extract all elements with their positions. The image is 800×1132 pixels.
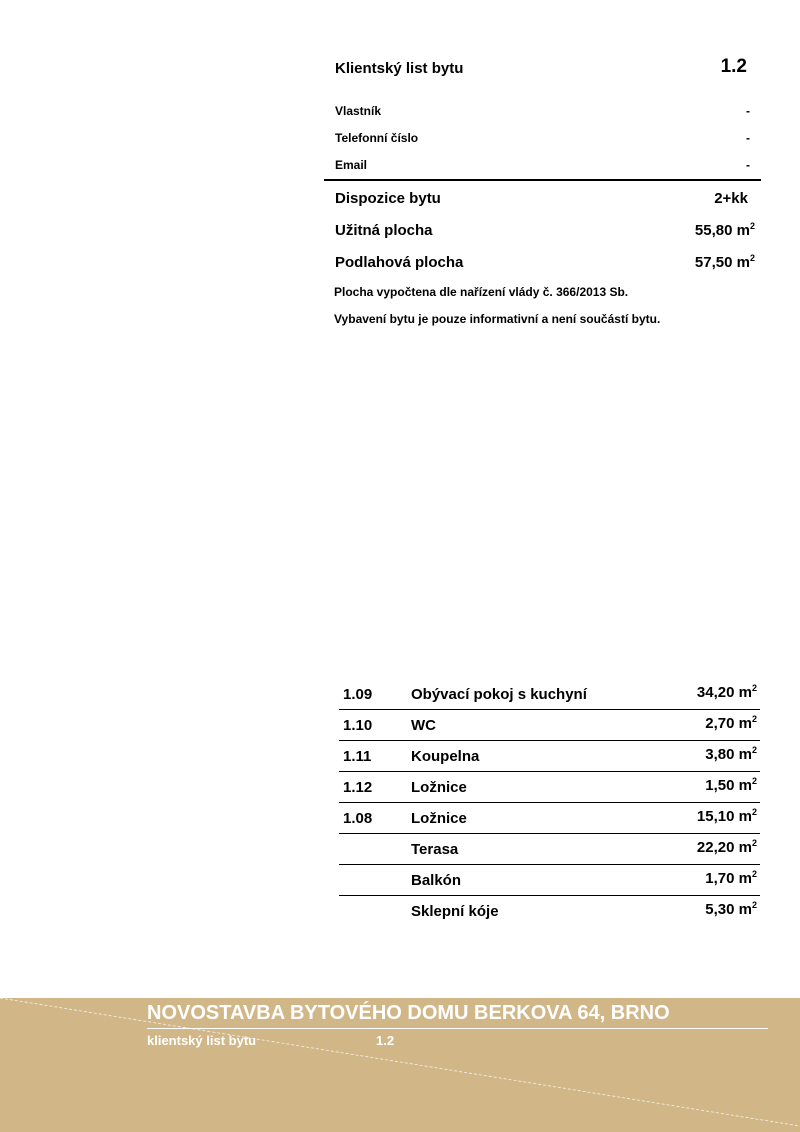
layout-value: 2+kk bbox=[714, 190, 748, 207]
room-name: Sklepní kóje bbox=[411, 903, 499, 920]
floor-area-label: Podlahová plocha bbox=[335, 254, 464, 271]
table-row bbox=[339, 741, 760, 772]
table-row bbox=[339, 710, 760, 741]
room-area: 1,70 $m^2$ bbox=[705, 869, 757, 887]
footer-subtitle: klientský list bytu bbox=[147, 1033, 257, 1048]
room-name: Koupelna bbox=[411, 748, 480, 765]
room-name: Balkón bbox=[411, 872, 462, 889]
room-code: 1.12 bbox=[343, 779, 373, 796]
room-table bbox=[339, 679, 760, 926]
email-label: Email bbox=[335, 158, 368, 172]
room-area: 3,80 $m^2$ bbox=[705, 745, 757, 763]
sheet-title: Klientský list bytu bbox=[335, 60, 464, 77]
table-row bbox=[339, 896, 760, 926]
layout-row bbox=[335, 190, 755, 212]
section-divider bbox=[324, 179, 761, 181]
footer-banner bbox=[0, 998, 800, 1132]
table-row bbox=[339, 865, 760, 896]
usable-area-label: Užitná plocha bbox=[335, 222, 433, 239]
table-row bbox=[339, 679, 760, 710]
owner-value: - bbox=[746, 104, 750, 118]
room-code: 1.08 bbox=[343, 810, 373, 827]
room-area: 1,50 $m^2$ bbox=[705, 776, 757, 794]
usable-area-row bbox=[335, 222, 755, 244]
room-area: 34,20 $m^2$ bbox=[696, 683, 757, 701]
floor-area-row bbox=[335, 254, 755, 276]
room-code: 1.09 bbox=[343, 686, 373, 703]
footer-number: 1.2 bbox=[376, 1033, 395, 1048]
room-name: Ložnice bbox=[411, 779, 467, 796]
room-name: WC bbox=[411, 717, 436, 734]
room-area: 15,10 $m^2$ bbox=[696, 807, 757, 825]
owner-row bbox=[335, 104, 750, 122]
table-row bbox=[339, 772, 760, 803]
email-row bbox=[335, 158, 750, 176]
equipment-note: Vybavení bytu je pouze informativní a není součástí bytu. bbox=[334, 312, 661, 326]
room-area: 2,70 $m^2$ bbox=[705, 714, 757, 732]
usable-area-value: 55,80 $m^2$ bbox=[694, 221, 755, 239]
phone-value: - bbox=[746, 131, 750, 145]
room-area: 22,20 $m^2$ bbox=[696, 838, 757, 856]
room-code: 1.10 bbox=[343, 717, 373, 734]
floor-area-value: 57,50 $m^2$ bbox=[694, 253, 755, 271]
email-value: - bbox=[746, 158, 750, 172]
owner-label: Vlastník bbox=[335, 104, 382, 118]
sheet-number: 1.2 bbox=[720, 56, 747, 77]
room-code: 1.11 bbox=[343, 748, 372, 765]
sheet-header bbox=[335, 56, 749, 82]
room-name: Terasa bbox=[411, 841, 459, 858]
layout-label: Dispozice bytu bbox=[335, 190, 441, 207]
room-name: Ložnice bbox=[411, 810, 467, 827]
room-area: 5,30 $m^2$ bbox=[705, 900, 757, 918]
table-row bbox=[339, 834, 760, 865]
footer-divider bbox=[147, 1028, 768, 1029]
room-name: Obývací pokoj s kuchyní bbox=[411, 686, 587, 703]
phone-label: Telefonní číslo bbox=[335, 131, 419, 145]
area-calculation-note: Plocha vypočtena dle nařízení vlády č. 366/2013 Sb. bbox=[334, 285, 629, 299]
project-title: NOVOSTAVBA BYTOVÉHO DOMU BERKOVA 64, BRNO bbox=[147, 1002, 670, 1024]
phone-row bbox=[335, 131, 750, 149]
table-row bbox=[339, 803, 760, 834]
